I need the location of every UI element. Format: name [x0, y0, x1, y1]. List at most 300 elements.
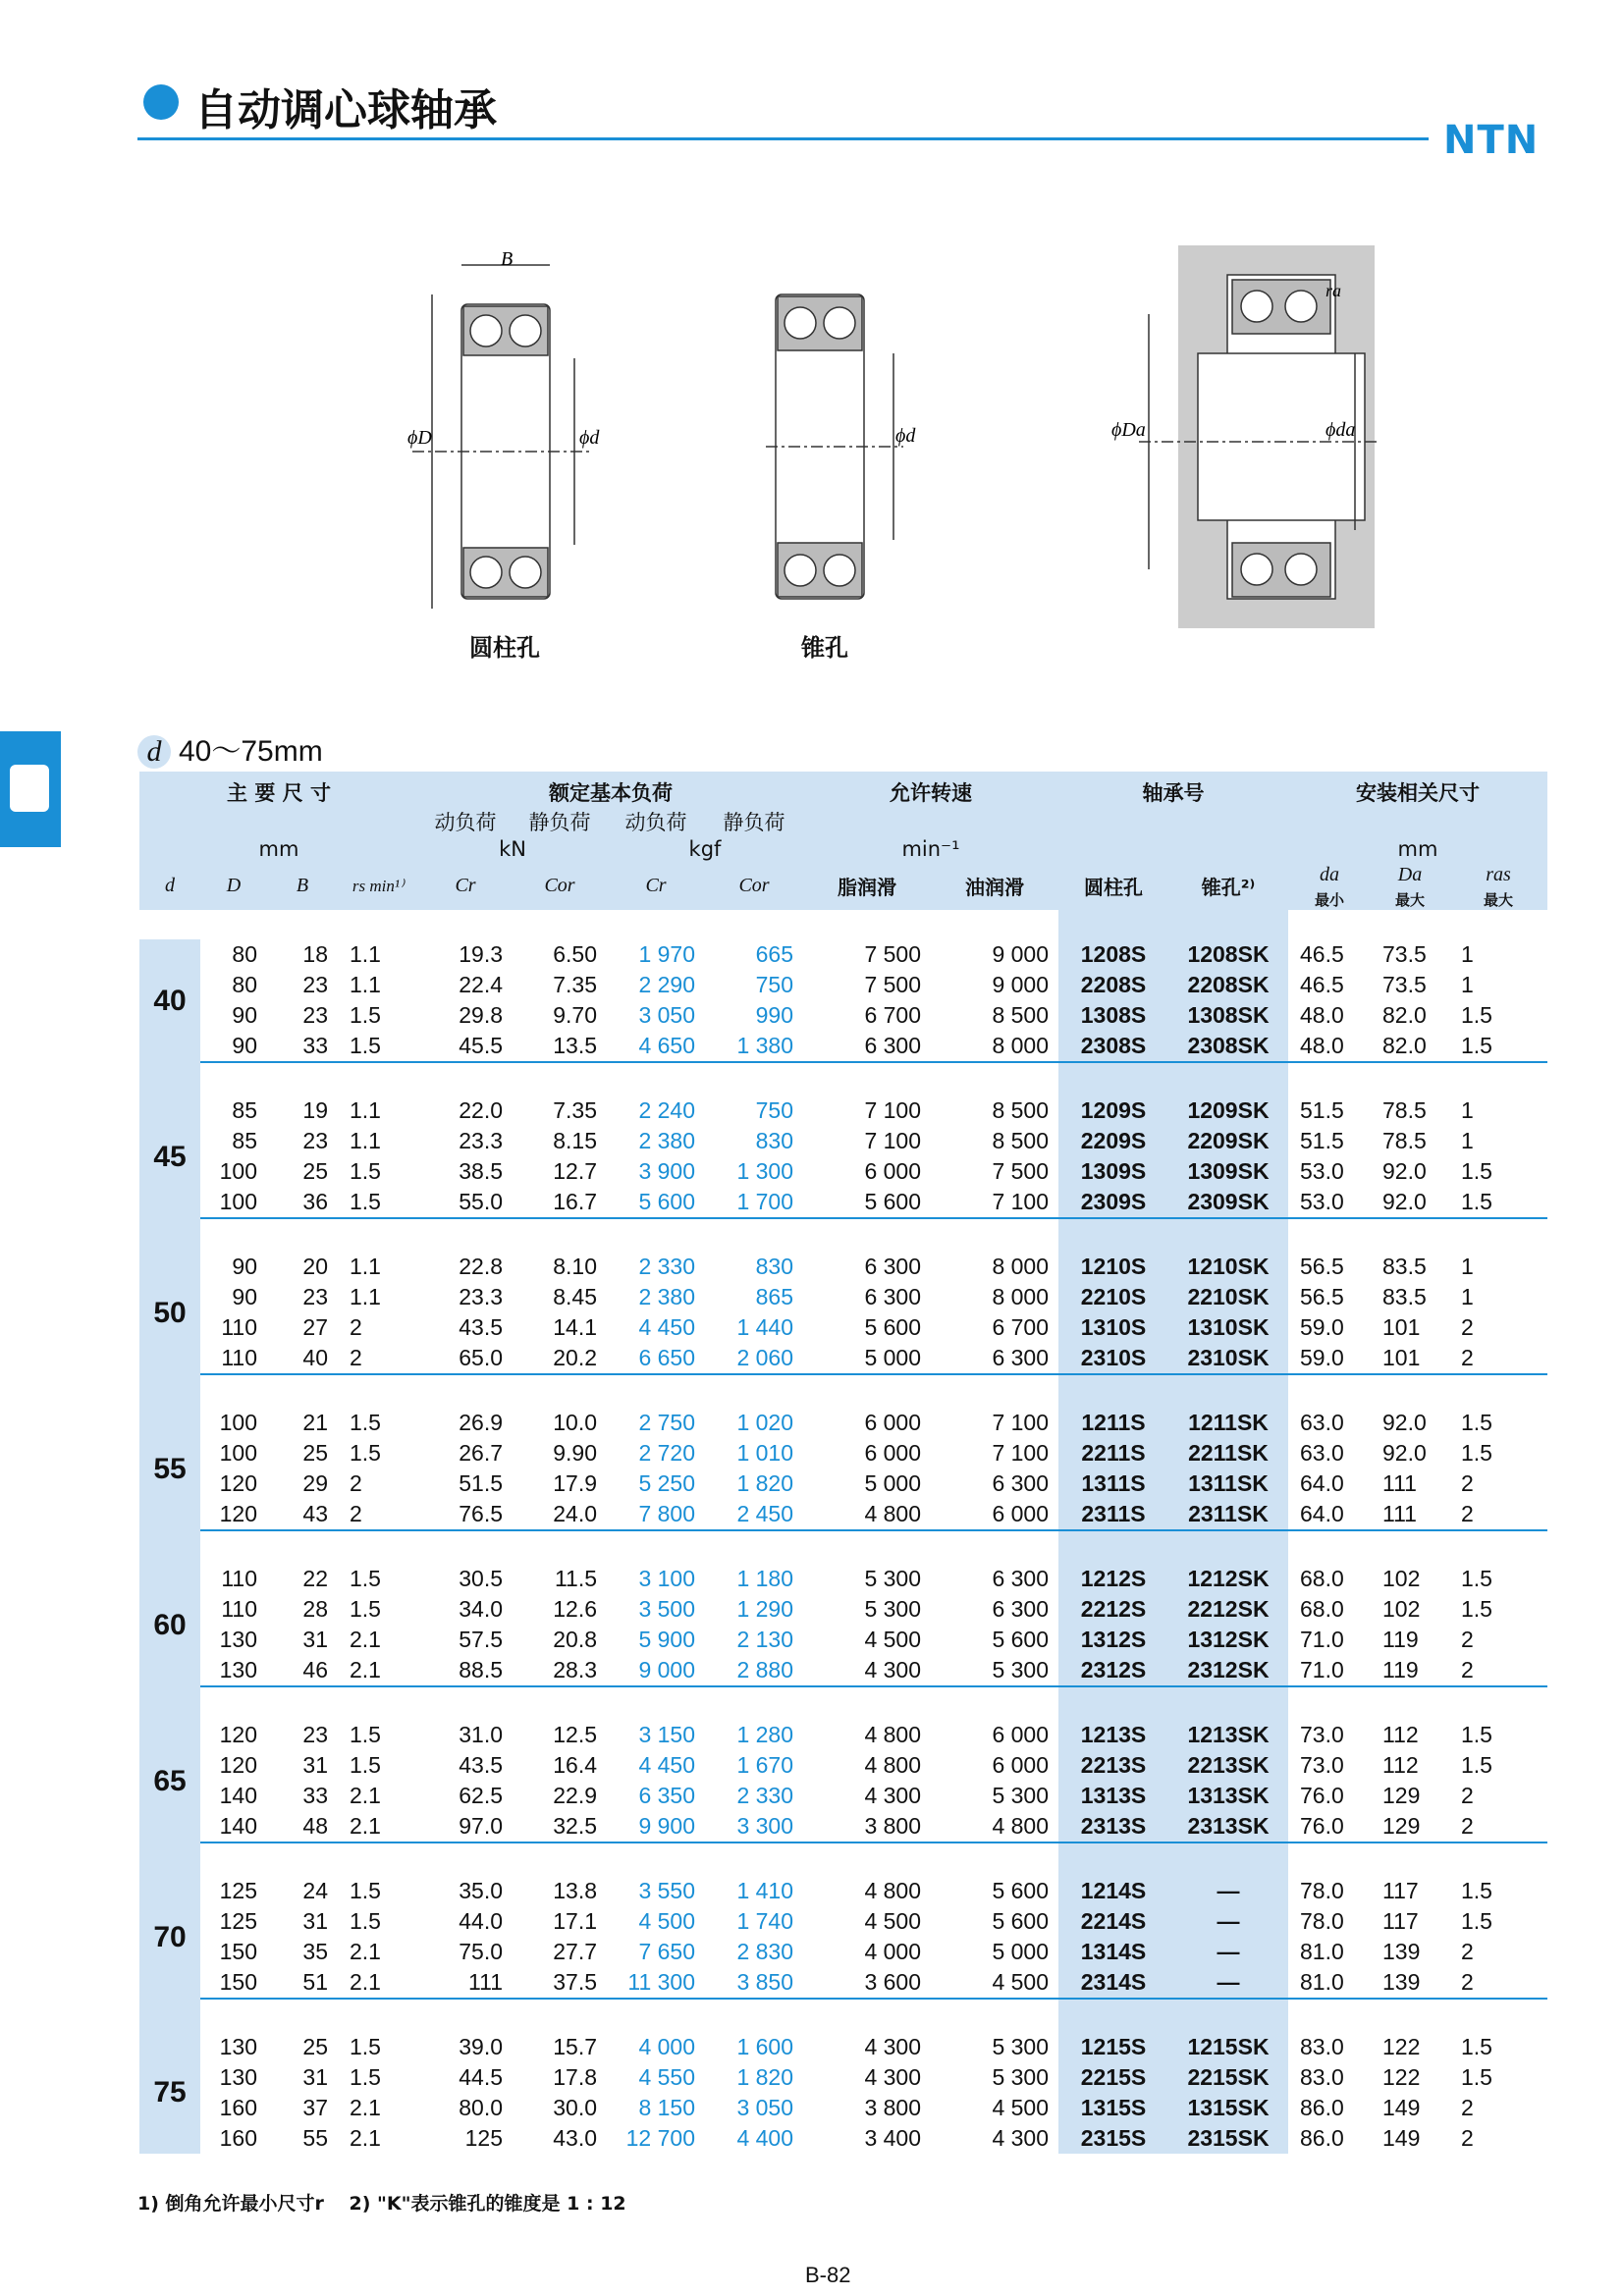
- table-cell: 80: [232, 972, 257, 997]
- table-cell: 83.5: [1382, 1254, 1427, 1279]
- table-cell: 2 880: [736, 1657, 793, 1682]
- table-cell: 101: [1382, 1345, 1421, 1370]
- table-cell: 13.8: [553, 1878, 597, 1903]
- bore-diameter-cell: 60: [139, 1564, 200, 1686]
- hdr-load: 额定基本负荷: [418, 772, 803, 807]
- table-cell: 3 300: [736, 1813, 793, 1839]
- table-cell: 75.0: [459, 1939, 503, 1964]
- table-cell: 80: [232, 941, 257, 967]
- table-cell: 1211SK: [1168, 1408, 1288, 1438]
- table-cell: 2 330: [638, 1254, 695, 1279]
- col-Cor: Cor: [513, 862, 607, 910]
- table-cell: 59.0: [1300, 1314, 1344, 1340]
- table-cell: 149: [1382, 2095, 1421, 2120]
- table-cell: 1 300: [736, 1158, 793, 1184]
- table-cell: 3 050: [638, 1002, 695, 1028]
- table-cell: 1308S: [1058, 1000, 1168, 1031]
- table-cell: 57.5: [459, 1627, 503, 1652]
- table-cell: 48: [302, 1813, 328, 1839]
- table-cell: 5 300: [992, 1657, 1049, 1682]
- table-cell: 117: [1382, 1908, 1419, 1934]
- table-cell: 2: [1461, 1470, 1474, 1496]
- table-cell: 24: [302, 1878, 328, 1903]
- table-cell: 78.5: [1382, 1097, 1427, 1123]
- table-cell: 1 740: [736, 1908, 793, 1934]
- table-cell: 100: [219, 1410, 257, 1435]
- table-cell: 16.7: [553, 1189, 597, 1214]
- table-row: [139, 1126, 1547, 1156]
- table-cell: 4 300: [864, 2064, 921, 2090]
- table-cell: 2: [1461, 1501, 1474, 1526]
- table-cell: 2215SK: [1168, 2062, 1288, 2093]
- table-cell: 46.5: [1300, 941, 1344, 967]
- table-cell: 3 850: [736, 1969, 793, 1995]
- table-cell: 2: [1461, 1314, 1474, 1340]
- table-cell: 48.0: [1300, 1033, 1344, 1058]
- table-row: [139, 1811, 1547, 1842]
- table-cell: 119: [1382, 1657, 1419, 1682]
- table-cell: 1.5: [350, 1002, 381, 1028]
- table-cell: 28.3: [553, 1657, 597, 1682]
- table-cell: 31: [302, 1752, 328, 1778]
- table-cell: 25: [302, 1440, 328, 1466]
- table-cell: 6 300: [864, 1284, 921, 1309]
- table-cell: 1.5: [350, 1033, 381, 1058]
- hdr-install-unit: mm: [1288, 836, 1547, 862]
- table-cell: 1.5: [1461, 1189, 1492, 1214]
- table-cell: 3 550: [638, 1878, 695, 1903]
- col-Cor-kgf: Cor: [705, 862, 803, 910]
- col-da: da 最小: [1288, 862, 1371, 910]
- table-cell: 33: [302, 1783, 328, 1808]
- table-cell: 73.5: [1382, 972, 1427, 997]
- table-cell: 2.1: [350, 1627, 381, 1652]
- table-cell: 1.5: [350, 1722, 381, 1747]
- table-cell: 4 500: [864, 1627, 921, 1652]
- table-cell: 1.5: [350, 1189, 381, 1214]
- table-cell: 8 500: [992, 1002, 1049, 1028]
- table-cell: 43: [302, 1501, 328, 1526]
- table-body: [139, 910, 1547, 2154]
- table-cell: 125: [219, 1908, 257, 1934]
- label-d: ϕd: [579, 427, 600, 449]
- table-cell: 64.0: [1300, 1501, 1344, 1526]
- table-cell: 111: [1382, 1501, 1417, 1526]
- page-title: 自动调心球轴承: [194, 85, 497, 135]
- table-cell: 51.5: [1300, 1128, 1344, 1153]
- table-cell: 12.7: [553, 1158, 597, 1184]
- table-cell: 22.9: [553, 1783, 597, 1808]
- table-cell: 86.0: [1300, 2125, 1344, 2151]
- table-cell: 1209S: [1058, 1095, 1168, 1126]
- table-cell: 2: [350, 1314, 362, 1340]
- table-row: [139, 1499, 1547, 1530]
- hdr-dyn: 动负荷: [418, 807, 513, 836]
- table-cell: 85: [232, 1097, 257, 1123]
- table-cell: 26.7: [459, 1440, 503, 1466]
- table-cell: 2: [1461, 1969, 1474, 1995]
- table-row: [139, 1468, 1547, 1499]
- table-cell: 8 150: [638, 2095, 695, 2120]
- table-cell: 5 600: [992, 1878, 1049, 1903]
- table-cell: 119: [1382, 1627, 1419, 1652]
- table-cell: 865: [755, 1284, 793, 1309]
- table-cell: 5 600: [638, 1189, 695, 1214]
- col-grease: 脂润滑: [803, 862, 931, 910]
- table-cell: 85: [232, 1128, 257, 1153]
- table-cell: 14.1: [553, 1314, 597, 1340]
- table-cell: 1315S: [1058, 2093, 1168, 2123]
- table-cell: 1212S: [1058, 1564, 1168, 1594]
- table-cell: 1.5: [1461, 1410, 1492, 1435]
- table-cell: 88.5: [459, 1657, 503, 1682]
- table-cell: 2308SK: [1168, 1031, 1288, 1062]
- table-cell: 830: [755, 1254, 793, 1279]
- table-cell: 1213SK: [1168, 1720, 1288, 1750]
- table-cell: 160: [219, 2125, 257, 2151]
- table-cell: 750: [755, 972, 793, 997]
- table-cell: 2.1: [350, 2125, 381, 2151]
- table-row: [139, 1967, 1547, 1999]
- table-cell: 2: [1461, 1657, 1474, 1682]
- table-cell: 46.5: [1300, 972, 1344, 997]
- col-rs: rs min¹⁾: [338, 862, 418, 910]
- table-cell: 17.8: [553, 2064, 597, 2090]
- table-cell: 51.5: [459, 1470, 503, 1496]
- table-cell: 10.0: [553, 1410, 597, 1435]
- table-cell: 8.15: [553, 1128, 597, 1153]
- table-cell: 9 900: [638, 1813, 695, 1839]
- table-cell: 1 180: [736, 1566, 793, 1591]
- table-row: [139, 1095, 1547, 1126]
- table-cell: 6 700: [864, 1002, 921, 1028]
- hdr-mm: mm: [139, 836, 418, 862]
- table-cell: 59.0: [1300, 1345, 1344, 1370]
- table-cell: 5 000: [992, 1939, 1049, 1964]
- table-cell: 1.5: [350, 1908, 381, 1934]
- table-cell: 990: [755, 1002, 793, 1028]
- table-cell: 2211SK: [1168, 1438, 1288, 1468]
- table-cell: 2: [1461, 1783, 1474, 1808]
- table-cell: 1.5: [1461, 1440, 1492, 1466]
- table-cell: 7 500: [864, 941, 921, 967]
- table-cell: 2 450: [736, 1501, 793, 1526]
- table-cell: 120: [219, 1722, 257, 1747]
- table-row: [139, 1252, 1547, 1282]
- table-row: [139, 1655, 1547, 1686]
- table-cell: 2214S: [1058, 1906, 1168, 1937]
- hdr-stat: 静负荷: [513, 807, 607, 836]
- label-D: ϕD: [407, 427, 432, 449]
- table-cell: 2: [350, 1345, 362, 1370]
- table-cell: 1 380: [736, 1033, 793, 1058]
- table-row: [139, 2032, 1547, 2062]
- table-cell: 82.0: [1382, 1002, 1427, 1028]
- table-cell: 122: [1382, 2034, 1421, 2059]
- table-cell: 6 650: [638, 1345, 695, 1370]
- table-cell: 4 300: [864, 1783, 921, 1808]
- table-cell: 1: [1461, 1097, 1474, 1123]
- table-cell: 1215SK: [1168, 2032, 1288, 2062]
- table-cell: 1.5: [350, 2064, 381, 2090]
- table-cell: 130: [219, 1627, 257, 1652]
- table-cell: 44.0: [459, 1908, 503, 1934]
- table-cell: 37.5: [553, 1969, 597, 1995]
- table-cell: 22.4: [459, 972, 503, 997]
- table-cell: 1 440: [736, 1314, 793, 1340]
- table-cell: 23: [302, 1128, 328, 1153]
- table-cell: 63.0: [1300, 1410, 1344, 1435]
- table-cell: 4 300: [864, 1657, 921, 1682]
- table-cell: 3 100: [638, 1566, 695, 1591]
- col-Cr: Cr: [418, 862, 513, 910]
- table-cell: —: [1168, 1937, 1288, 1967]
- table-cell: 830: [755, 1128, 793, 1153]
- table-cell: 92.0: [1382, 1189, 1427, 1214]
- table-cell: 9 000: [638, 1657, 695, 1682]
- table-cell: 1 600: [736, 2034, 793, 2059]
- table-cell: —: [1168, 1967, 1288, 1999]
- table-cell: 2 130: [736, 1627, 793, 1652]
- table-cell: 78.0: [1300, 1908, 1344, 1934]
- table-cell: 2311S: [1058, 1499, 1168, 1530]
- table-cell: 1311SK: [1168, 1468, 1288, 1499]
- table-cell: 2.1: [350, 1939, 381, 1964]
- table-cell: 9 000: [992, 941, 1049, 967]
- table-cell: —: [1168, 1906, 1288, 1937]
- table-cell: 3 900: [638, 1158, 695, 1184]
- table-cell: 7.35: [553, 972, 597, 997]
- table-cell: 20.2: [553, 1345, 597, 1370]
- table-cell: 29: [302, 1470, 328, 1496]
- table-cell: 81.0: [1300, 1969, 1344, 1995]
- table-cell: 1.5: [1461, 1722, 1492, 1747]
- col-taper: 锥孔²⁾: [1168, 862, 1288, 910]
- table-cell: 6 000: [864, 1158, 921, 1184]
- table-cell: 1.1: [350, 1284, 381, 1309]
- table-cell: 76.5: [459, 1501, 503, 1526]
- table-cell: 1309SK: [1168, 1156, 1288, 1187]
- table-cell: 2 330: [736, 1783, 793, 1808]
- table-cell: 20: [302, 1254, 328, 1279]
- table-row: [139, 2123, 1547, 2154]
- table-cell: 2313S: [1058, 1811, 1168, 1842]
- table-row: [139, 2062, 1547, 2093]
- table-cell: 1214S: [1058, 1876, 1168, 1906]
- table-cell: 23: [302, 1722, 328, 1747]
- table-cell: 1213S: [1058, 1720, 1168, 1750]
- table-cell: 2.1: [350, 1813, 381, 1839]
- table-cell: 150: [219, 1939, 257, 1964]
- table-cell: 46: [302, 1657, 328, 1682]
- table-cell: 31.0: [459, 1722, 503, 1747]
- table-cell: 1312SK: [1168, 1625, 1288, 1655]
- table-cell: 20.8: [553, 1627, 597, 1652]
- table-cell: 13.5: [553, 1033, 597, 1058]
- col-d: d: [139, 862, 200, 910]
- table-cell: 1.5: [1461, 1878, 1492, 1903]
- table-cell: 83.0: [1300, 2064, 1344, 2090]
- section-tab[interactable]: [0, 731, 61, 847]
- table-cell: 1310SK: [1168, 1312, 1288, 1343]
- table-cell: 2 750: [638, 1410, 695, 1435]
- table-cell: 2213S: [1058, 1750, 1168, 1781]
- tapered-bore-drawing: [766, 294, 903, 599]
- table-cell: 5 900: [638, 1627, 695, 1652]
- table-cell: 23: [302, 1284, 328, 1309]
- table-cell: 83.0: [1300, 2034, 1344, 2059]
- table-cell: 56.5: [1300, 1254, 1344, 1279]
- table-cell: 4 500: [864, 1908, 921, 1934]
- table-cell: 160: [219, 2095, 257, 2120]
- table-cell: 3 500: [638, 1596, 695, 1622]
- table-cell: 2: [350, 1470, 362, 1496]
- table-row: [139, 1438, 1547, 1468]
- table-cell: 23: [302, 1002, 328, 1028]
- table-cell: 2: [1461, 2125, 1474, 2151]
- table-cell: 5 250: [638, 1470, 695, 1496]
- table-row: [139, 1156, 1547, 1187]
- table-cell: 8.45: [553, 1284, 597, 1309]
- table-cell: 63.0: [1300, 1440, 1344, 1466]
- table-cell: 1.1: [350, 1254, 381, 1279]
- table-cell: 3 050: [736, 2095, 793, 2120]
- table-row: [139, 1876, 1547, 1906]
- table-cell: 139: [1382, 1969, 1421, 1995]
- table-cell: 2212S: [1058, 1594, 1168, 1625]
- table-cell: 2211S: [1058, 1438, 1168, 1468]
- table-cell: 2311SK: [1168, 1499, 1288, 1530]
- table-cell: 2312S: [1058, 1655, 1168, 1686]
- table-cell: 53.0: [1300, 1189, 1344, 1214]
- table-cell: 130: [219, 2034, 257, 2059]
- table-cell: 4 450: [638, 1314, 695, 1340]
- table-cell: 117: [1382, 1878, 1419, 1903]
- col-Cr-kgf: Cr: [607, 862, 705, 910]
- table-cell: 100: [219, 1158, 257, 1184]
- table-cell: 129: [1382, 1783, 1421, 1808]
- table-cell: 5 300: [864, 1566, 921, 1591]
- table-cell: 6 300: [992, 1596, 1049, 1622]
- table-cell: 2: [1461, 1939, 1474, 1964]
- brand-logo: NTN: [1443, 118, 1540, 163]
- table-cell: 1.5: [1461, 1002, 1492, 1028]
- table-cell: 15.7: [553, 2034, 597, 2059]
- table-cell: 1 020: [736, 1410, 793, 1435]
- table-row: [139, 970, 1547, 1000]
- table-cell: 34.0: [459, 1596, 503, 1622]
- table-cell: 16.4: [553, 1752, 597, 1778]
- table-cell: 2212SK: [1168, 1594, 1288, 1625]
- table-cell: 38.5: [459, 1158, 503, 1184]
- table-cell: 30.5: [459, 1566, 503, 1591]
- table-cell: 3 150: [638, 1722, 695, 1747]
- table-cell: 9.90: [553, 1440, 597, 1466]
- table-cell: 1.5: [350, 1878, 381, 1903]
- table-cell: 5 300: [992, 1783, 1049, 1808]
- table-cell: 1208SK: [1168, 939, 1288, 970]
- table-cell: 5 600: [864, 1189, 921, 1214]
- header-rule: [137, 137, 1429, 140]
- table-cell: 6 000: [864, 1440, 921, 1466]
- table-cell: 4 450: [638, 1752, 695, 1778]
- hdr-dyn2: 动负荷: [607, 807, 705, 836]
- table-cell: 56.5: [1300, 1284, 1344, 1309]
- table-cell: 1: [1461, 1254, 1474, 1279]
- table-cell: 76.0: [1300, 1813, 1344, 1839]
- table-cell: 1.5: [350, 1596, 381, 1622]
- table-cell: 7 500: [864, 972, 921, 997]
- table-cell: 3 800: [864, 2095, 921, 2120]
- table-row: [139, 939, 1547, 970]
- table-cell: 125: [219, 1878, 257, 1903]
- table-cell: 2 240: [638, 1097, 695, 1123]
- table-cell: 5 300: [992, 2034, 1049, 2059]
- table-cell: 6 000: [992, 1501, 1049, 1526]
- table-cell: 1.1: [350, 1128, 381, 1153]
- table-cell: 22.0: [459, 1097, 503, 1123]
- table-cell: 78.5: [1382, 1128, 1427, 1153]
- hdr-main-dims: 主 要 尺 寸: [139, 772, 418, 807]
- table-cell: 5 600: [992, 1627, 1049, 1652]
- table-cell: 68.0: [1300, 1596, 1344, 1622]
- table-cell: 73.5: [1382, 941, 1427, 967]
- table-cell: 80.0: [459, 2095, 503, 2120]
- table-cell: 4 800: [864, 1501, 921, 1526]
- table-cell: 8 000: [992, 1033, 1049, 1058]
- table-cell: 32.5: [553, 1813, 597, 1839]
- col-B: B: [267, 862, 338, 910]
- table-cell: 36: [302, 1189, 328, 1214]
- table-cell: 31: [302, 1627, 328, 1652]
- table-cell: 6 000: [992, 1752, 1049, 1778]
- table-cell: 4 650: [638, 1033, 695, 1058]
- label-ra: ra: [1325, 281, 1342, 300]
- table-cell: 55: [302, 2125, 328, 2151]
- table-cell: 129: [1382, 1813, 1421, 1839]
- col-ras: ras 最大: [1449, 862, 1547, 910]
- table-cell: 68.0: [1300, 1566, 1344, 1591]
- table-cell: 7 100: [992, 1410, 1049, 1435]
- table-cell: 2312SK: [1168, 1655, 1288, 1686]
- table-row: [139, 1594, 1547, 1625]
- table-row: [139, 1187, 1547, 1218]
- col-cyl: 圆柱孔: [1058, 862, 1168, 910]
- table-cell: 1315SK: [1168, 2093, 1288, 2123]
- table-cell: 90: [232, 1033, 257, 1058]
- table-cell: 8 000: [992, 1254, 1049, 1279]
- table-cell: 4 000: [864, 1939, 921, 1964]
- table-row: [139, 1906, 1547, 1937]
- table-cell: 2210SK: [1168, 1282, 1288, 1312]
- table-cell: 150: [219, 1969, 257, 1995]
- table-cell: 120: [219, 1752, 257, 1778]
- table-cell: 1209SK: [1168, 1095, 1288, 1126]
- table-cell: 1.5: [1461, 2064, 1492, 2090]
- table-cell: —: [1168, 1876, 1288, 1906]
- table-cell: 73.0: [1300, 1722, 1344, 1747]
- table-cell: 2 380: [638, 1284, 695, 1309]
- table-cell: 110: [221, 1314, 257, 1340]
- table-cell: 2309SK: [1168, 1187, 1288, 1218]
- table-cell: 1309S: [1058, 1156, 1168, 1187]
- table-cell: 78.0: [1300, 1878, 1344, 1903]
- table-cell: 1210SK: [1168, 1252, 1288, 1282]
- table-cell: 1310S: [1058, 1312, 1168, 1343]
- table-row: [139, 1625, 1547, 1655]
- table-cell: 25: [302, 2034, 328, 2059]
- table-cell: 2208S: [1058, 970, 1168, 1000]
